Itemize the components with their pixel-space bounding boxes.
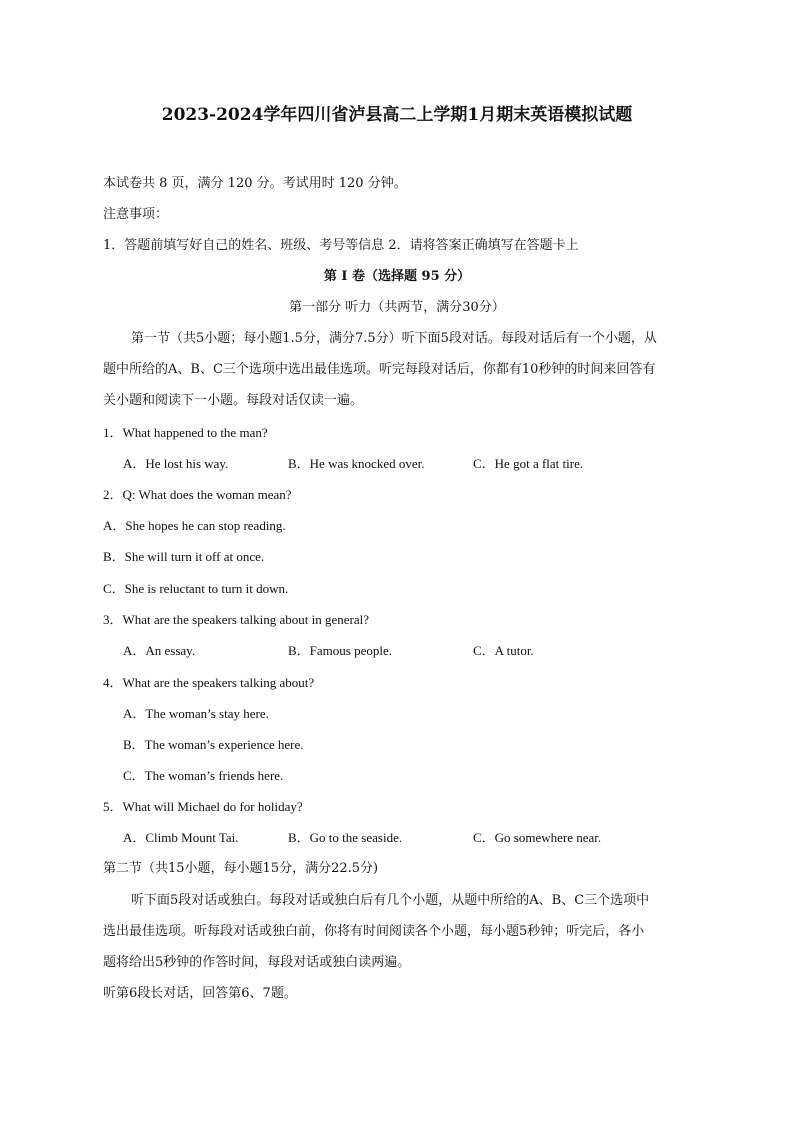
question-2-option-a: A．She hopes he can stop reading. — [103, 518, 286, 533]
volume-heading: 第 I 卷（选择题 95 分） — [323, 269, 471, 284]
intro-line-pages: 本试卷共 8 页，满分 120 分。考试用时 120 分钟。 — [103, 176, 407, 191]
section1-desc-line2: 题中所给的A、B、C三个选项中选出最佳选项。听完每段对话后，你都有10秒钟的时间来回答有 — [103, 362, 656, 377]
question-1-option-b: B．He was knocked over. — [288, 456, 425, 471]
section2-desc-line2: 选出最佳选项。听每段对话或独白前，你将有时间阅读各个小题，每小题5秒钟；听完后，各小 — [103, 924, 645, 939]
section2-heading: 第二节（共15小题，每小题15分，满分22.5分) — [103, 861, 379, 876]
question-1-stem: 1．What happened to the man? — [103, 425, 268, 440]
section2-desc-line4: 听第6段长对话，回答第6、7题。 — [103, 986, 297, 1001]
question-4-option-c: C．The woman’s friends here. — [123, 768, 284, 783]
part-heading: 第一部分 听力（共两节，满分30分） — [289, 300, 505, 315]
intro-line-instructions: 1．答题前填写好自己的姓名、班级、考号等信息 2．请将答案正确填写在答题卡上 — [103, 238, 579, 253]
section1-desc-line1: 第一节（共5小题；每小题1.5分，满分7.5分）听下面5段对话。每段对话后有一个小题，从 — [131, 331, 657, 346]
exam-title: 2023-2024学年四川省泸县高二上学期1月期末英语模拟试题 — [161, 105, 633, 125]
question-1-option-a: A．He lost his way. — [123, 456, 229, 471]
question-2-option-b: B．She will turn it off at once. — [103, 549, 265, 564]
question-3-stem: 3．What are the speakers talking about in general? — [103, 612, 370, 627]
question-5-stem: 5．What will Michael do for holiday? — [103, 799, 303, 814]
question-3-option-b: B．Famous people. — [288, 643, 392, 658]
question-3-option-c: C．A tutor. — [473, 643, 534, 658]
question-4-stem: 4．What are the speakers talking about? — [103, 675, 315, 690]
section2-desc-line3: 题将给出5秒钟的作答时间，每段对话或独白读两遍。 — [103, 955, 411, 970]
section1-desc-line3: 关小题和阅读下一小题。每段对话仅读一遍。 — [103, 393, 364, 408]
question-3-option-a: A．An essay. — [123, 643, 196, 658]
question-5-option-b: B．Go to the seaside. — [288, 830, 403, 845]
section2-desc-line1: 听下面5段对话或独白。每段对话或独白后有几个小题，从题中所给的A、B、C三个选项中 — [131, 893, 650, 908]
intro-line-notice: 注意事项： — [103, 207, 169, 222]
question-2-stem: 2．Q: What does the woman mean? — [103, 487, 292, 502]
question-4-option-a: A．The woman’s stay here. — [123, 706, 269, 721]
question-5-option-c: C．Go somewhere near. — [473, 830, 602, 845]
question-4-option-b: B．The woman’s experience here. — [123, 737, 304, 752]
question-5-option-a: A．Climb Mount Tai. — [123, 830, 239, 845]
question-1-option-c: C．He got a flat tire. — [473, 456, 584, 471]
question-2-option-c: C．She is reluctant to turn it down. — [103, 581, 289, 596]
